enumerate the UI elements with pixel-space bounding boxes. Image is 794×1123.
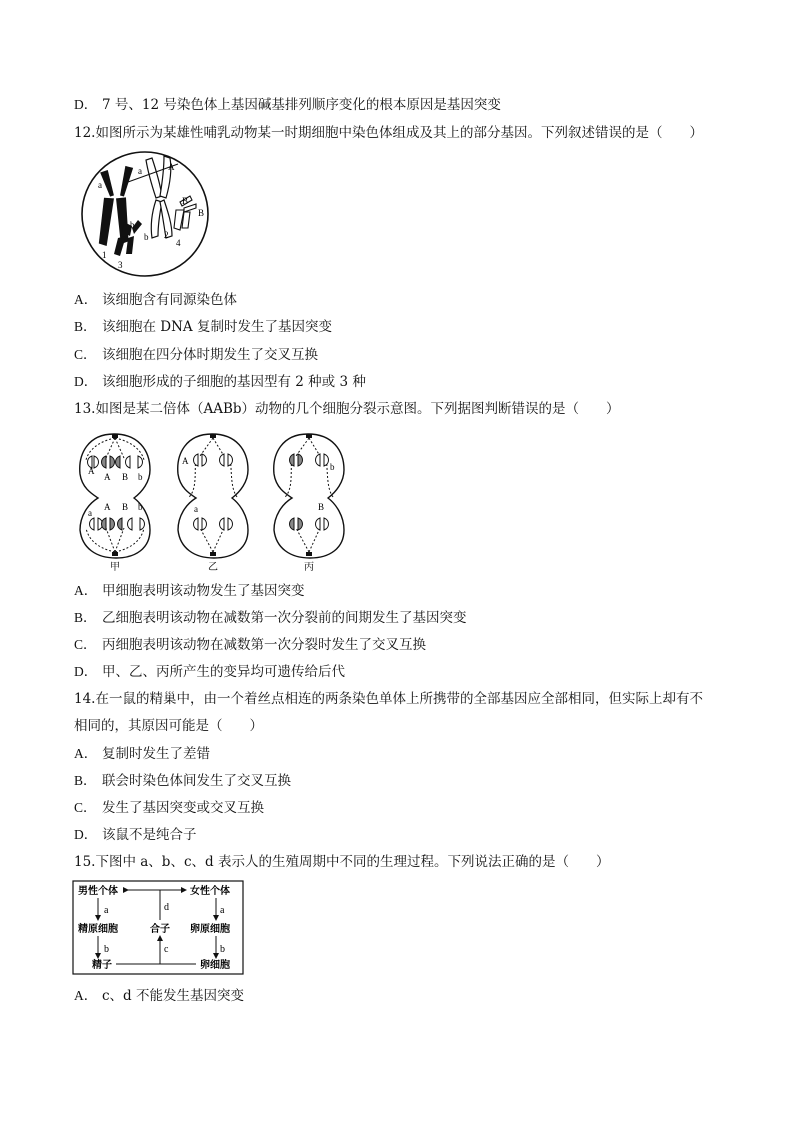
- svg-text:b: b: [330, 462, 335, 472]
- gene-label: b: [130, 220, 135, 230]
- cell-name: 甲: [110, 562, 120, 572]
- svg-text:a: a: [220, 905, 225, 916]
- q12-option-c: C． 该细胞在四分体时期发生了交叉互换: [74, 347, 318, 363]
- chromosome-number: 4: [176, 238, 181, 248]
- svg-text:b: b: [138, 502, 143, 512]
- cell-yi: [178, 434, 248, 572]
- q12-option-d: D． 该细胞形成的子细胞的基因型有 2 种或 3 种: [74, 374, 366, 390]
- q13-cell-division-figure: [74, 430, 354, 572]
- cell-bing: [274, 434, 344, 572]
- q12-option-a: A． 该细胞含有同源染色体: [74, 292, 237, 308]
- zygote-label: 合子: [150, 924, 170, 935]
- svg-text:B: B: [122, 502, 129, 512]
- q14-stem-line1: 14.在一鼠的精巢中，由一个着丝点相连的两条染色单体上所携带的全部基因应全部相同，但实际上却有不: [74, 691, 703, 707]
- svg-text:A: A: [182, 456, 189, 466]
- svg-text:A: A: [88, 466, 95, 476]
- svg-text:c: c: [164, 944, 169, 955]
- q12-stem: 12.如图所示为某雄性哺乳动物某一时期细胞中染色体组成及其上的部分基因。下列叙述错误的是（ ）: [74, 125, 703, 141]
- gene-label: B: [198, 208, 205, 218]
- egg-label: 卵细胞: [200, 960, 230, 971]
- gene-label: a: [138, 166, 142, 176]
- svg-text:b: b: [220, 944, 225, 955]
- svg-text:d: d: [164, 902, 169, 913]
- q14-option-a: A． 复制时发生了差错: [74, 746, 210, 762]
- q15-option-a: A． c、d 不能发生基因突变: [74, 988, 244, 1004]
- svg-text:B: B: [122, 472, 129, 482]
- q14-stem-line2: 相同的，其原因可能是（ ）: [74, 718, 263, 734]
- svg-text:b: b: [104, 944, 109, 955]
- female-label: 女性个体: [190, 886, 230, 897]
- q14-option-d: D． 该鼠不是纯合子: [74, 827, 197, 843]
- egg-cell-label: 卵原细胞: [190, 924, 230, 935]
- q15-stem: 15.下图中 a、b、c、d 表示人的生殖周期中不同的生理过程。下列说法正确的是（ ）: [74, 854, 610, 870]
- cell-name: 乙: [208, 562, 218, 572]
- q15-reproduction-diagram: [72, 880, 244, 976]
- cell-name: 丙: [304, 562, 314, 572]
- q14-option-b: B． 联会时染色体间发生了交叉互换: [74, 773, 291, 789]
- svg-text:B: B: [318, 502, 325, 512]
- gene-label: B: [182, 196, 189, 206]
- q13-option-a: A． 甲细胞表明该动物发生了基因突变: [74, 583, 305, 599]
- cell-jia: [80, 434, 150, 572]
- gene-label: b: [144, 232, 149, 242]
- sperm-label: 精子: [92, 960, 112, 971]
- svg-text:a: a: [88, 508, 92, 518]
- q13-option-c: C． 丙细胞表明该动物在减数第一次分裂时发生了交叉互换: [74, 637, 426, 653]
- chromosome-number: 2: [164, 230, 169, 240]
- gene-label: A: [168, 162, 175, 172]
- q12-option-b: B． 该细胞在 DNA 复制时发生了基因突变: [74, 319, 332, 335]
- svg-text:b: b: [138, 472, 143, 482]
- svg-text:A: A: [104, 472, 111, 482]
- q13-option-b: B． 乙细胞表明该动物在减数第一次分裂前的间期发生了基因突变: [74, 610, 467, 626]
- q12-cell-figure: [80, 150, 210, 278]
- q11-option-d: D． 7 号、12 号染色体上基因碱基排列顺序变化的根本原因是基因突变: [74, 97, 501, 113]
- gene-label: a: [98, 180, 102, 190]
- q13-option-d: D． 甲、乙、丙所产生的变异均可遗传给后代: [74, 664, 345, 680]
- svg-text:a: a: [104, 905, 109, 916]
- svg-text:A: A: [104, 502, 111, 512]
- sperm-cell-label: 精原细胞: [78, 924, 118, 935]
- chromosome-number: 1: [102, 250, 107, 260]
- chromosome-number: 3: [118, 260, 123, 270]
- svg-text:a: a: [194, 504, 198, 514]
- male-label: 男性个体: [78, 886, 118, 897]
- q13-stem: 13.如图是某二倍体（AABb）动物的几个细胞分裂示意图。下列据图判断错误的是（ ）: [74, 401, 620, 417]
- q14-option-c: C． 发生了基因突变或交叉互换: [74, 800, 264, 816]
